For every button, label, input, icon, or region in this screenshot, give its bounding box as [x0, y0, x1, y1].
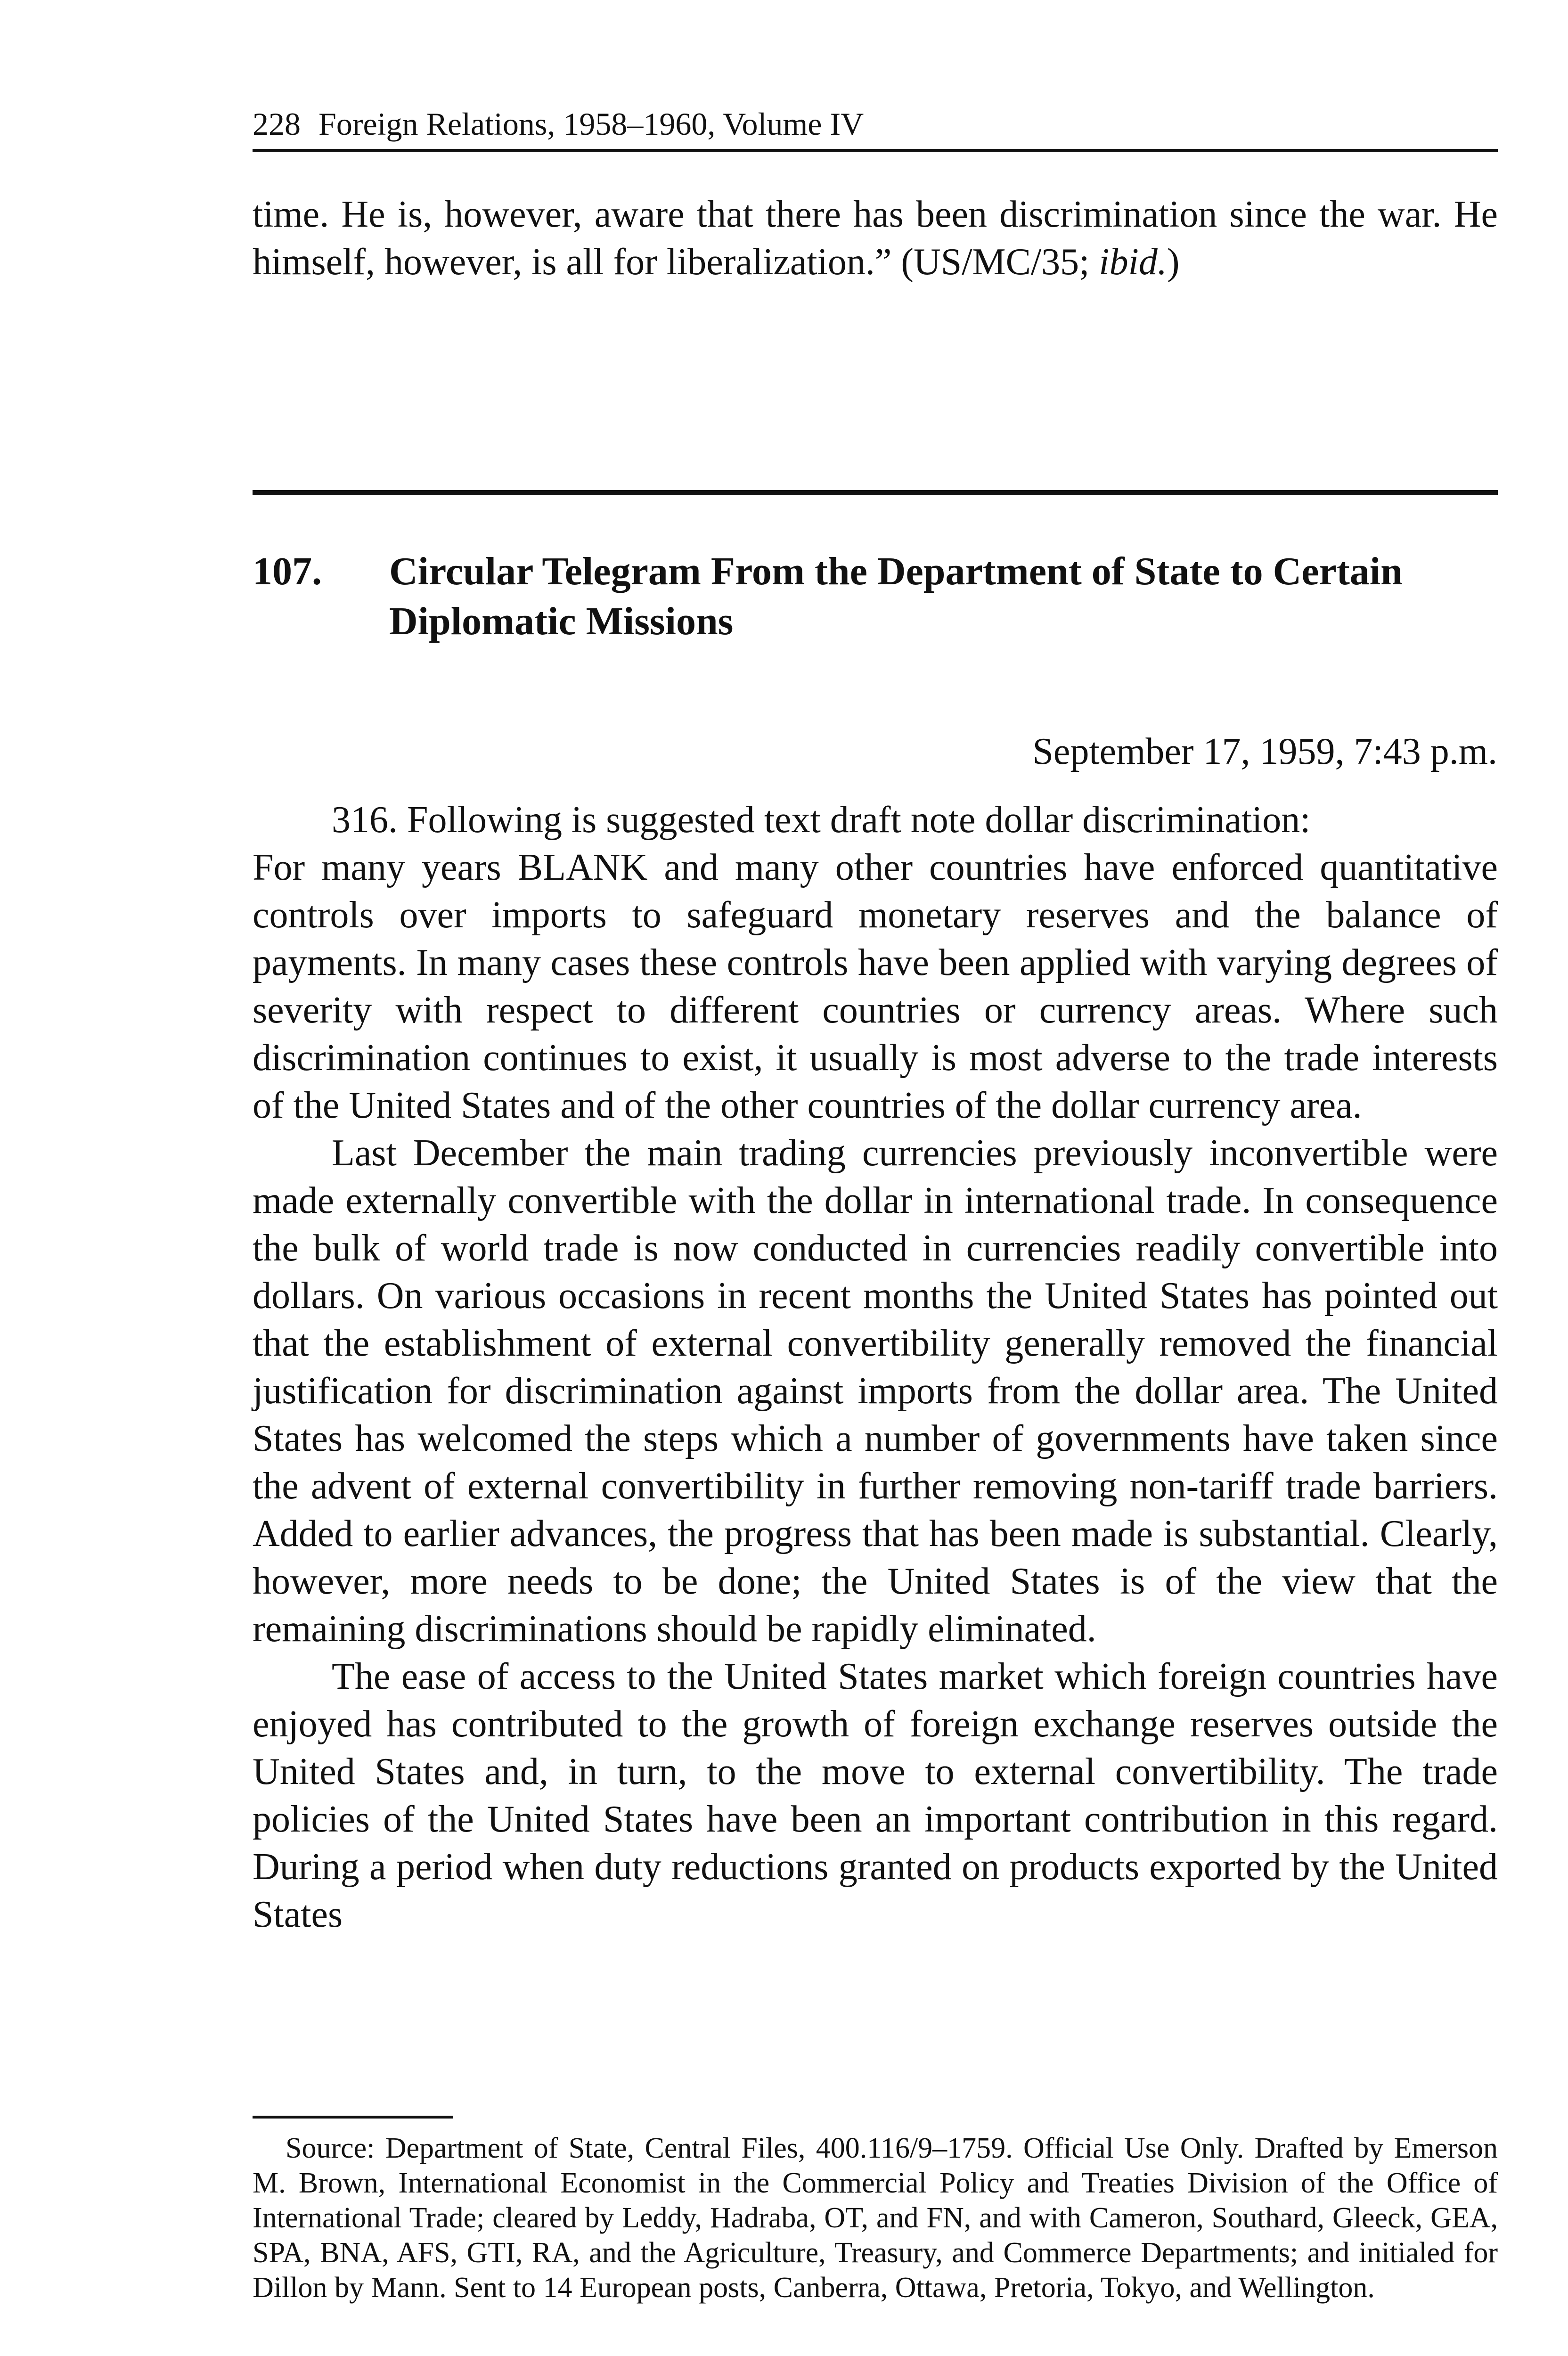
- continued-text: time. He is, however, aware that there has been discrimination since the war. He himself, however, is all for liberalization.” (US/MC/35;: [253, 194, 1498, 283]
- citation-close: ): [1167, 241, 1180, 283]
- section-divider: [253, 490, 1498, 495]
- body-paragraph: The ease of access to the United States market which foreign countries have enjoyed has contributed to the growth of foreign exchange reserves outside the United States and, in turn, to the move to external convertibility. The trade policies of the United States have been an important contribution in this regard. During a period when duty reductions granted on products exported by the United States: [253, 1656, 1498, 1935]
- series-title: Foreign Relations, 1958–1960, Volume IV: [318, 106, 864, 142]
- body-paragraph: For many years BLANK and many other countries have enforced quantitative controls over imports to safeguard monetary reserves and the balance of payments. In many cases these controls have been applied with varying degrees of severity with respect to different countries or currency areas. Where such discrimination continues to exist, it usually is most adverse to the trade interests of the United States and of the other countries of the dollar currency area.: [253, 847, 1498, 1126]
- document-title: Circular Telegram From the Department of State to Certain Diplomatic Missions: [389, 549, 1403, 643]
- page-number: 228: [253, 106, 301, 142]
- footnote-text: Source: Department of State, Central Files, 400.116/9–1759. Official Use Only. Drafted by Emerson M. Brown, International Economist in the Commercial Policy and Treaties Division of the Office of International Trade; cleared by Leddy, Hadraba, OT, and FN, and with Cameron, Southard, Gleeck, GEA, SPA, BNA, AFS, GTI, RA, and the Agriculture, Treasury, and Commerce Departments; and initialed for Dillon by Mann. Sent to 14 European posts, Canberra, Ottawa, Pretoria, Tokyo, and Wellington.: [253, 2132, 1498, 2304]
- citation-ibid: ibid.: [1099, 241, 1167, 283]
- body-paragraph: Last December the main trading currencies previously inconvertible were made externally convertible with the dollar in international trade. In consequence the bulk of world trade is now conducted in currencies readily convertible into dollars. On various occasions in recent months the United States has pointed out that the establishment of external convertibility generally removed the financial justification for discrimination against imports from the dollar area. The United States has welcomed the steps which a number of governments have taken since the advent of external convertibility in further removing non-tariff trade barriers. Added to earlier advances, the progress that has been made is substantial. Clearly, however, more needs to be done; the United States is of the view that the remaining discriminations should be rapidly eliminated.: [253, 1132, 1498, 1650]
- document-body: [253, 796, 1498, 1939]
- source-footnote: [253, 2131, 1498, 2305]
- continued-paragraph: [253, 191, 1498, 286]
- body-paragraph: 316. Following is suggested text draft note dollar discrimination:: [332, 799, 1311, 841]
- dateline: September 17, 1959, 7:43 p.m.: [1032, 731, 1497, 772]
- footnote-rule: [253, 2116, 453, 2119]
- running-head: [253, 103, 1498, 152]
- document-number: 107.: [253, 549, 322, 593]
